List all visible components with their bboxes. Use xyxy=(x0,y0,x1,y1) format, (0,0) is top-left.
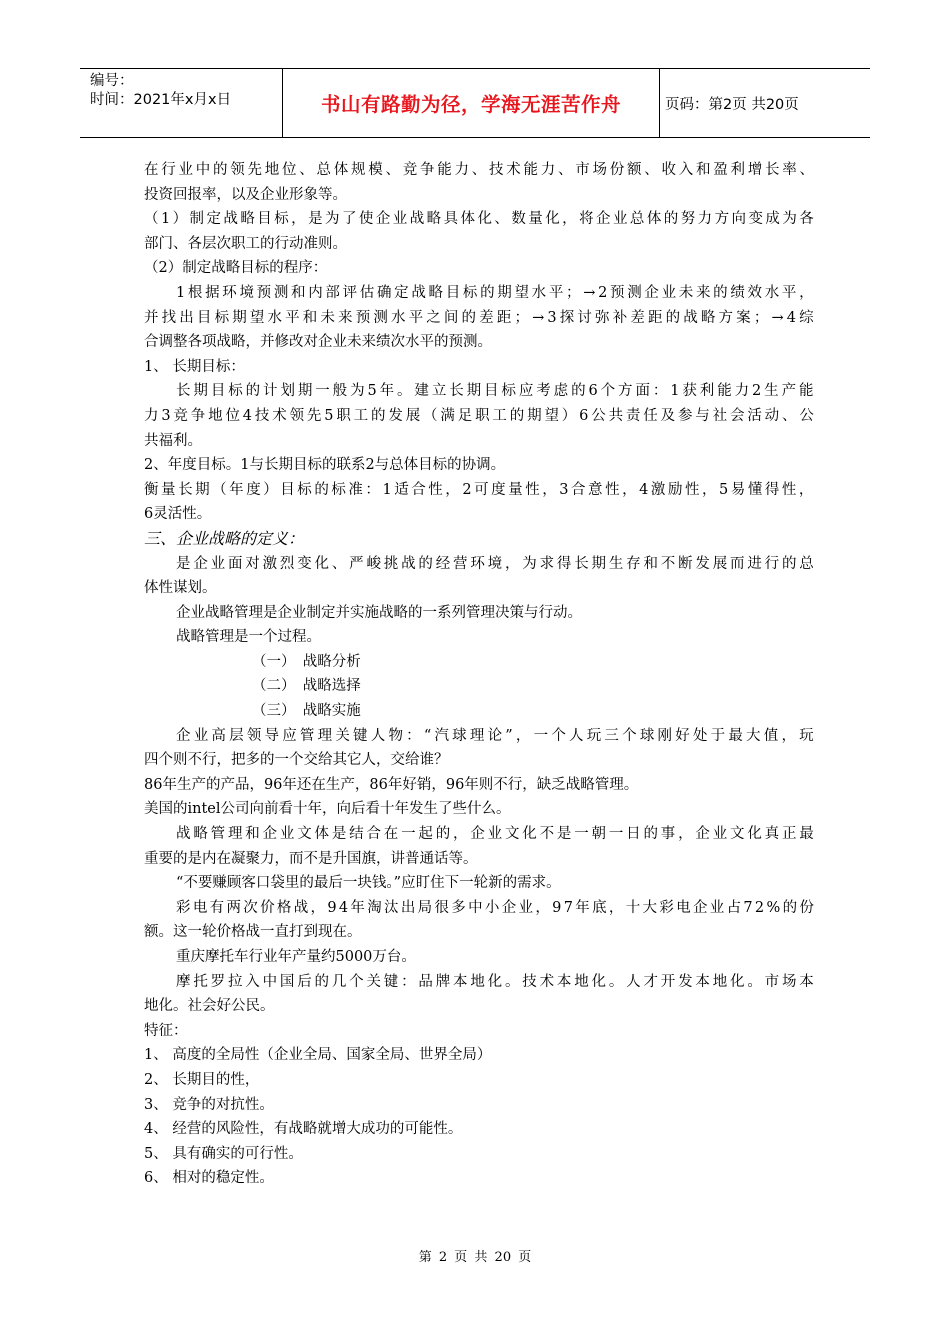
list-item: （二） 战略选择 xyxy=(252,678,361,695)
body-line: 战略管理是一个过程。 xyxy=(176,629,321,646)
body-line: 摩 托 罗 拉 入 中 国 后 的 几 个 关 键 ： 品 牌 本 地 化 。 技 术 本 地 化 。 人 才 开 发 本 地 化 。 市 场 本 xyxy=(176,973,814,990)
list-item: 3、 竞争的对抗性。 xyxy=(144,1096,274,1113)
body-line: “不要赚顾客口袋里的最后一块钱。”应盯住下一轮新的需求。 xyxy=(176,875,561,892)
list-item: 5、 具有确实的可行性。 xyxy=(144,1145,303,1162)
list-heading: 1、 长期目标： xyxy=(144,358,245,375)
section-heading: 三、企业战略的定义： xyxy=(144,528,305,548)
list-item: （三） 战略实施 xyxy=(252,703,361,720)
body-line: 额。这一轮价格战一直打到现在。 xyxy=(144,924,362,941)
header-meta xyxy=(90,72,231,110)
body-line: 共福利。 xyxy=(144,432,202,449)
list-item: 2、 长期目的性， xyxy=(144,1071,260,1088)
list-heading: 特征： xyxy=(144,1022,188,1039)
body-line: 力 3 竞 争 地 位 4 技 术 领 先 5 职 工 的 发 展 （ 满 足 职 工 的 期 望 ） 6 公 共 责 任 及 参 与 社 会 活 动 、 公 xyxy=(144,407,814,424)
body-line: 并 找 出 目 标 期 望 水 平 和 未 来 预 测 水 平 之 间 的 差 距 ； → 3 探 讨 弥 补 差 距 的 战 略 方 案 ； → 4 综 xyxy=(144,309,814,326)
header-page-info: 页码：第2页 共20页 xyxy=(665,97,799,113)
body-line: （2）制定战略目标的程序： xyxy=(144,260,328,277)
body-line: 是 企 业 面 对 激 烈 变 化 、 严 峻 挑 战 的 经 营 环 境 ， 为 求 得 长 期 生 存 和 不 断 发 展 而 进 行 的 总 xyxy=(176,555,814,572)
body-line: 86年生产的产品，96年还在生产，86年好销，96年则不行，缺乏战略管理。 xyxy=(144,776,639,793)
body-line: 重要的是内在凝聚力，而不是升国旗，讲普通话等。 xyxy=(144,850,478,867)
body-line: 美国的intel公司向前看十年，向后看十年发生了些什么。 xyxy=(144,801,511,818)
body-line: 彩 电 有 两 次 价 格 战 ， 9 4 年 淘 汰 出 局 很 多 中 小 企 业 ， 9 7 年 底 ， 十 大 彩 电 企 业 占 7 2 % 的 份 xyxy=(176,899,814,916)
list-item: 6、 相对的稳定性。 xyxy=(144,1170,274,1187)
page-footer: 第 2 页 共 20 页 xyxy=(418,1250,532,1265)
body-line: 在 行 业 中 的 领 先 地 位 、 总 体 规 模 、 竞 争 能 力 、 技 术 能 力 、 市 场 份 额 、 收 入 和 盈 利 增 长 率 、 xyxy=(144,162,814,178)
body-line: 投资回报率，以及企业形象等。 xyxy=(144,186,347,203)
body-line: 地化。社会好公民。 xyxy=(144,998,275,1015)
page-header xyxy=(80,68,870,138)
document-body xyxy=(144,158,814,1191)
body-line: 重庆摩托车行业年产量约5000万台。 xyxy=(176,949,416,965)
body-line: 体性谋划。 xyxy=(144,580,217,597)
list-item: （一） 战略分析 xyxy=(252,653,361,670)
list-item: 4、 经营的风险性，有战略就增大成功的可能性。 xyxy=(144,1121,463,1138)
body-line: 1 根 据 环 境 预 测 和 内 部 评 估 确 定 战 略 目 标 的 期 望 水 平 ； → 2 预 测 企 业 未 来 的 绩 效 水 平 ， xyxy=(176,284,814,301)
body-line: 6灵活性。 xyxy=(144,506,212,523)
list-item: 1、 高度的全局性（企业全局、国家全局、世界全局） xyxy=(144,1047,492,1064)
body-line: （ 1 ） 制 定 战 略 目 标 ， 是 为 了 使 企 业 战 略 具 体 化 、 数 量 化 ， 将 企 业 总 体 的 努 力 方 向 变 成 为 各 xyxy=(144,211,814,228)
header-motto: 书山有路勤为径，学海无涯苦作舟 xyxy=(282,69,660,137)
body-line: 合调整各项战略，并修改对企业未来绩次水平的预测。 xyxy=(144,334,492,351)
document-date: 时间：2021年x月x日 xyxy=(90,92,232,108)
body-line: 企业战略管理是企业制定并实施战略的一系列管理决策与行动。 xyxy=(176,604,582,621)
list-heading: 2、年度目标。1与长期目标的联系2与总体目标的协调。 xyxy=(144,457,506,474)
document-number-label: 编号： xyxy=(90,73,134,89)
body-line: 长 期 目 标 的 计 划 期 一 般 为 5 年 。 建 立 长 期 目 标 应 考 虑 的 6 个 方 面 ： 1 获 利 能 力 2 生 产 能 xyxy=(176,383,814,400)
body-line: 衡 量 长 期 （ 年 度 ） 目 标 的 标 准 ： 1 适 合 性 ， 2 可 度 量 性 ， 3 合 意 性 ， 4 激 励 性 ， 5 易 懂 得 性 ， xyxy=(144,481,814,498)
body-line: 企 业 高 层 领 导 应 管 理 关 键 人 物 ： “ 汽 球 理 论 ” ， 一 个 人 玩 三 个 球 刚 好 处 于 最 大 值 ， 玩 xyxy=(176,727,814,744)
body-line: 四个则不行，把多的一个交给其它人，交给谁？ xyxy=(144,752,449,769)
body-line: 战 略 管 理 和 企 业 文 体 是 结 合 在 一 起 的 ， 企 业 文 化 不 是 一 朝 一 日 的 事 ， 企 业 文 化 真 正 最 xyxy=(176,826,814,843)
body-line: 部门、各层次职工的行动准则。 xyxy=(144,235,347,252)
